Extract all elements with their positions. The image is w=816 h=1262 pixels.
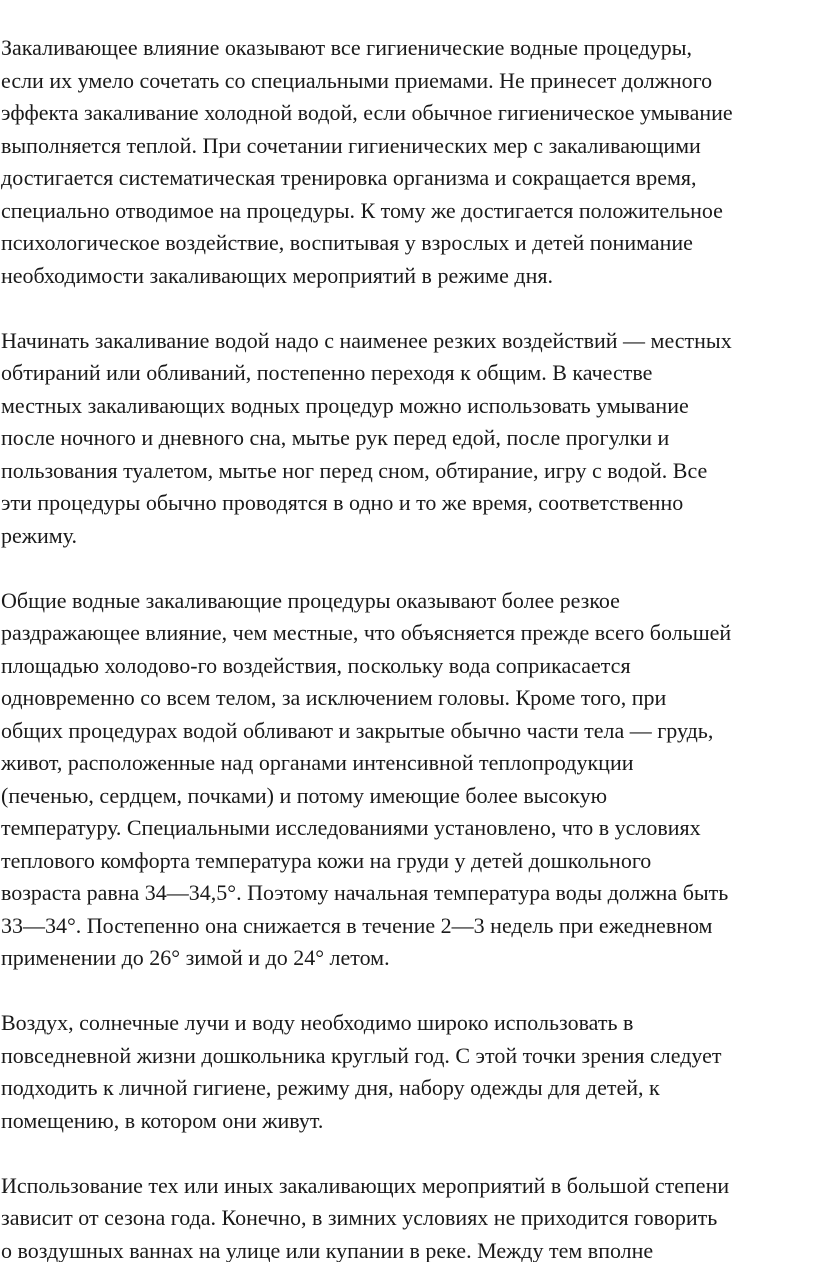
- text-line: выполняется теплой. При сочетании гигиенических мер с закаливающими: [1, 132, 701, 158]
- text-line: применении до 26° зимой и до 24° летом.: [1, 945, 390, 970]
- paragraph-year-round: [1, 1007, 816, 1137]
- text-line: живот, расположенные над органами интенсивной теплопродукции: [1, 750, 634, 775]
- paragraph-seasonal: [1, 1170, 816, 1262]
- text-line: специально отводимое на процедуры. К тому же достигается положительное: [1, 197, 723, 223]
- text-line: одновременно со всем телом, за исключением головы. Кроме того, при: [1, 685, 667, 710]
- text-line: Воздух, солнечные лучи и воду необходимо широко использовать в: [1, 1010, 634, 1035]
- text-line: психологическое воздействие, воспитывая у взрослых и детей понимание: [1, 230, 693, 255]
- text-line: повседневной жизни дошкольника круглый год. С этой точки зрения следует: [1, 1042, 722, 1068]
- paragraph-local-procedures: [1, 325, 816, 553]
- text-line: помещению, в котором они живут.: [1, 1107, 324, 1133]
- text-line: Закаливающее влияние оказывают все гигиенические водные процедуры,: [1, 35, 693, 60]
- text-line: режиму.: [1, 522, 77, 548]
- text-line: подходить к личной гигиене, режиму дня, набору одежды для детей, к: [1, 1075, 660, 1100]
- text-line: Общие водные закаливающие процедуры оказывают более резкое: [1, 587, 620, 613]
- text-line: эффекта закаливание холодной водой, если обычное гигиеническое умывание: [1, 100, 733, 125]
- text-line: обтираний или обливаний, постепенно переходя к общим. В качестве: [1, 360, 653, 385]
- text-line: необходимости закаливающих мероприятий в режиме дня.: [1, 262, 553, 288]
- text-line: о воздушных ваннах на улице или купании в реке. Между тем вполне: [1, 1237, 654, 1262]
- text-line: достигается систематическая тренировка организма и сокращается время,: [1, 165, 697, 190]
- text-line: 33—34°. Постепенно она снижается в течение 2—3 недель при ежедневном: [1, 912, 713, 938]
- paragraph-general-procedures: [1, 585, 816, 975]
- text-line: Начинать закаливание водой надо с наименее резких воздействий — местных: [1, 327, 732, 353]
- text-line: температуру. Специальными исследованиями установлено, что в условиях: [1, 815, 701, 840]
- text-line: эти процедуры обычно проводятся в одно и то же время, соответственно: [1, 490, 684, 515]
- text-line: теплового комфорта температура кожи на груди у детей дошкольного: [1, 847, 652, 873]
- text-line: если их умело сочетать со специальными приемами. Не принесет должного: [1, 67, 713, 93]
- text-line: возраста равна 34—34,5°. Поэтому начальная температура воды должна быть: [1, 880, 729, 905]
- text-line: (печенью, сердцем, почками) и потому имеющие более высокую: [1, 782, 608, 808]
- text-line: после ночного и дневного сна, мытье рук перед едой, после прогулки и: [1, 425, 670, 450]
- text-line: пользования туалетом, мытье ног перед сном, обтирание, игру с водой. Все: [1, 457, 708, 483]
- text-line: площадью холодово-го воздействия, поскольку вода соприкасается: [1, 652, 631, 678]
- text-line: общих процедурах водой обливают и закрытые обычно части тела — грудь,: [1, 717, 714, 743]
- text-line: раздражающее влияние, чем местные, что объясняется прежде всего большей: [1, 620, 732, 645]
- text-line: Использование тех или иных закаливающих мероприятий в большой степени: [1, 1172, 730, 1198]
- paragraph-hygiene-procedures: [1, 32, 816, 292]
- text-line: местных закаливающих водных процедур можно использовать умывание: [1, 392, 689, 418]
- text-line: зависит от сезона года. Конечно, в зимних условиях не приходится говорить: [1, 1205, 718, 1230]
